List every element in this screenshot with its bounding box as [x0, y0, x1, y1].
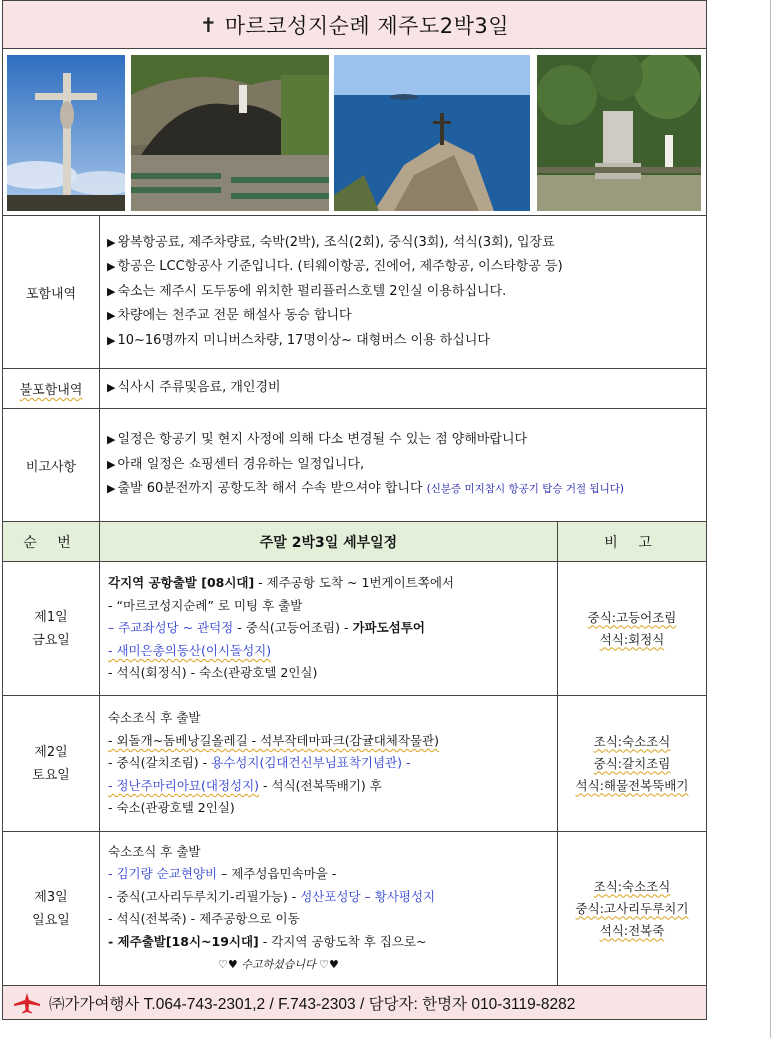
list-item: ▶ 항공은 LCC항공사 기준입니다. (티웨이항공, 진에어, 제주항공, 이스타항공 등): [107, 259, 563, 275]
day-label: 제2일 토요일: [3, 696, 100, 831]
day-detail: 각지역 공항출발 [08시대] - 제주공항 도착 ~ 1번게이트쪽에서 - “마르코성지순례” 로 미팅 후 출발 – 주교좌성당 ~ 관덕정 - 중식(고등어조림) - 가파도섬투어 - 새미은총의동산(이시돌성지) - 석식(회정식) - 숙소(관광호텔 2인실): [100, 562, 558, 695]
excluded-label: 불포함내역: [3, 369, 100, 408]
excluded-section: [3, 369, 706, 409]
day-meals: 중식:고등어조림 석식:회정식: [587, 609, 677, 647]
cross-icon: ✝: [199, 12, 217, 37]
remarks-list: [107, 409, 700, 521]
list-item: ▶ 왕복항공료, 제주차량료, 숙박(2박), 조식(2회), 중식(3회), 석식(3회), 입장료: [107, 234, 555, 250]
id-warning-note: (신분증 미지참시 항공기 탑승 거절 됩니다): [426, 483, 624, 496]
photo-strip: [3, 49, 706, 216]
day-row-3: [3, 832, 706, 986]
list-item: ▶ 아래 일정은 쇼핑센터 경유하는 일정입니다,: [107, 456, 365, 472]
remarks-label: 비고사항: [3, 409, 100, 521]
grotto-chapel-photo: [131, 55, 329, 211]
header-remark: 비 고: [604, 534, 660, 551]
stone-monument-photo: [537, 55, 701, 211]
title-bar: [3, 1, 706, 49]
list-item: ▶ 10~16명까지 미니버스차량, 17명이상~ 대형버스 이용 하십니다: [107, 332, 490, 348]
day-label: 제1일 금요일: [3, 562, 100, 695]
included-label: 포함내역: [3, 216, 100, 368]
remarks-section: [3, 409, 706, 522]
list-item: ▶ 숙소는 제주시 도두동에 위치한 펄리플러스호텔 2인실 이용하십니다.: [107, 283, 507, 299]
airplane-icon: [13, 992, 41, 1014]
day-meals: 조식:숙소조식 중식:고사리두루치기 석식:전복죽: [575, 878, 689, 938]
footer-bar: [3, 986, 706, 1019]
crucifix-photo: [7, 55, 125, 211]
list-item: ▶ 출발 60분전까지 공항도착 해서 수속 받으셔야 합니다 (신분증 미지참시 항공기 탑승 거절 됩니다): [107, 481, 624, 497]
coastal-cross-photo: [334, 55, 530, 211]
day-meals: 조식:숙소조식 중식:갈치조림 석식:해물전복뚝배기: [575, 733, 689, 793]
agency-contact: ㈜가가여행사 T.064-743-2301,2 / F.743-2303 / 담당자: 한명자 010-3119-8282: [49, 995, 576, 1013]
list-item: ▶ 차량에는 천주교 전문 해설사 동승 합니다: [107, 308, 352, 324]
itinerary-sheet: [2, 0, 707, 1020]
list-item: ▶ 식사시 주류및음료, 개인경비: [107, 380, 281, 396]
included-list: [107, 216, 700, 368]
schedule-header: [3, 522, 706, 562]
included-section: [3, 216, 706, 369]
header-detail: 주말 2박3일 세부일정: [100, 522, 558, 561]
thanks-note: ♡♥ 수고하셨습니다 ♡♥: [218, 958, 339, 971]
day-detail: 숙소조식 후 출발 - 김기량 순교현양비 – 제주성읍민속마을 - - 중식(고사리두루치기-리필가능) - 성산포성당 – 황사평성지 - 석식(전복죽) - 제주공항으로 이동 - 제주출발[18시~19시대] - 각지역 공항도착 후 집으로~ ♡♥ 수고하셨습니다 ♡♥: [100, 832, 558, 985]
list-item: ▶ 일정은 항공기 및 현지 사정에 의해 다소 변경될 수 있는 점 양해바랍니다: [107, 432, 528, 448]
page-edge-rule: [770, 0, 771, 1038]
header-no: 순 번: [3, 522, 100, 561]
excluded-list: [107, 369, 700, 408]
day-label: 제3일 일요일: [3, 832, 100, 985]
day-detail: 숙소조식 후 출발 - 외돌개~돔베낭길올레길 - 석부작테마파크(감귤대체작물관) - 중식(갈치조림) - 용수성지(김대건신부님표착기념관) - - 정난주마리아묘(대정성지) - 석식(전복뚝배기) 후 - 숙소(관광호텔 2인실): [100, 696, 558, 831]
day-row-2: [3, 696, 706, 832]
day-row-1: [3, 562, 706, 696]
page-title: 마르코성지순례 제주도2박3일: [224, 13, 510, 38]
